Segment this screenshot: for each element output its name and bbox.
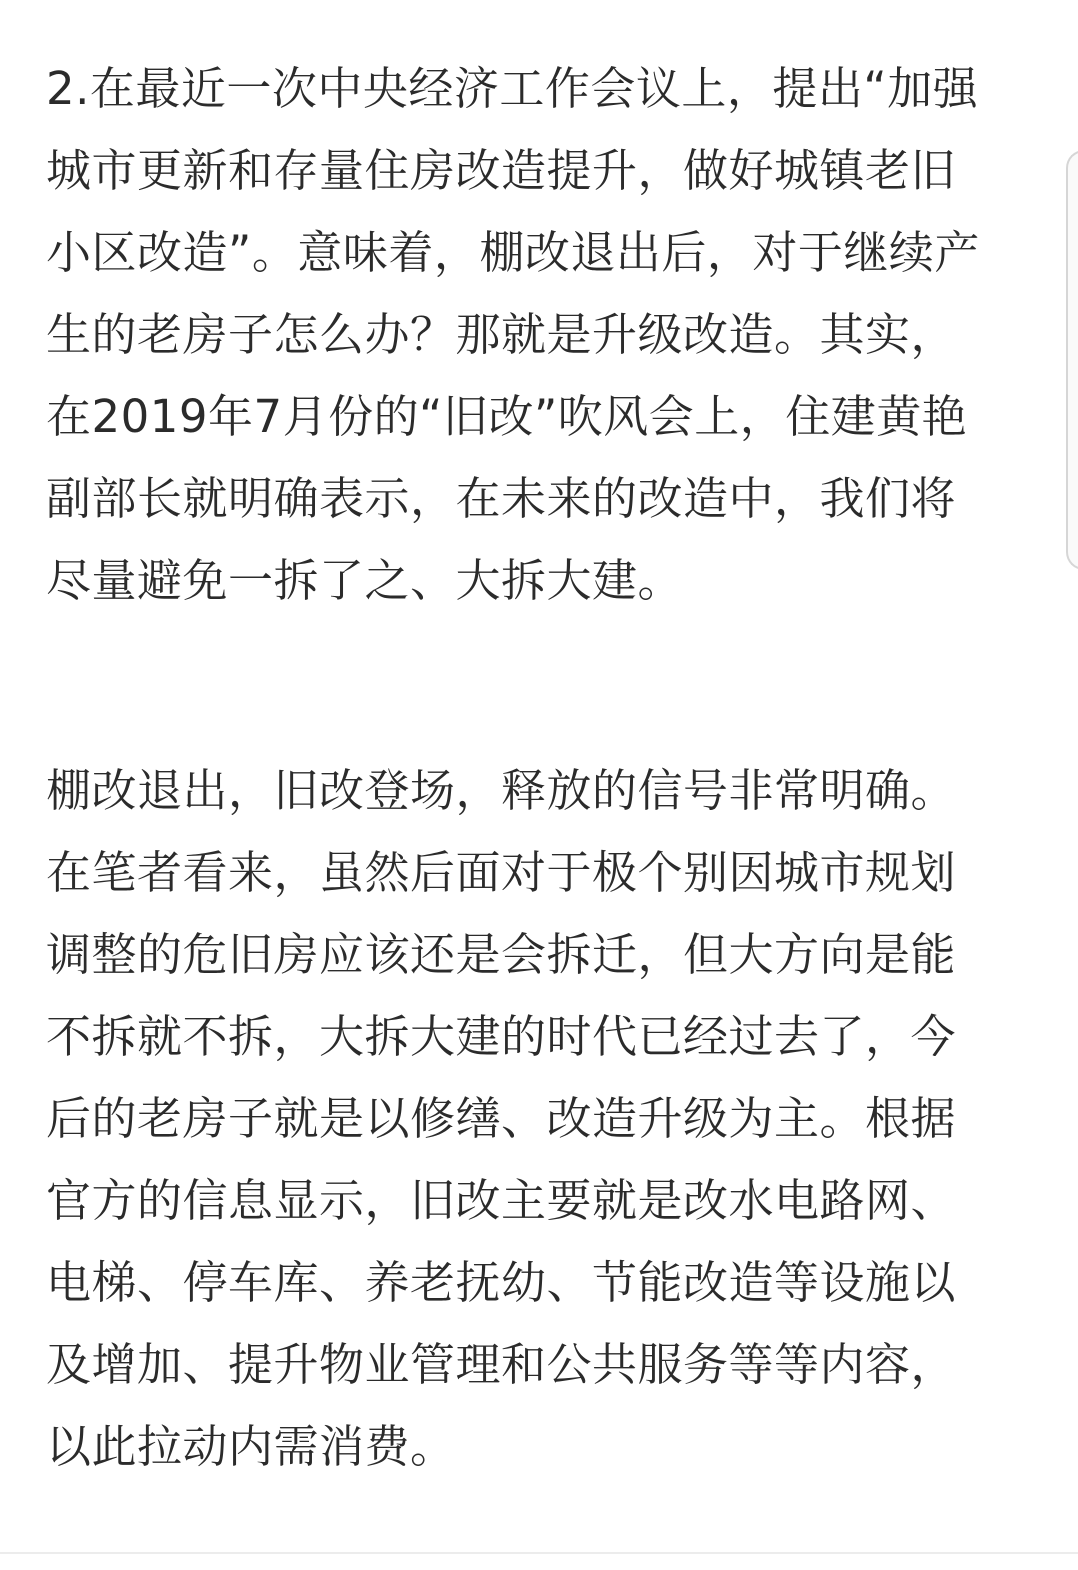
text-line: 不拆就不拆，大拆大建的时代已经过去了，今 — [46, 1010, 957, 1063]
article-body — [46, 48, 1038, 1488]
text-line: 尽量避免一拆了之、大拆大建。 — [46, 554, 684, 607]
text-line: 生的老房子怎么办？那就是升级改造。其实， — [46, 308, 957, 361]
text-line: 及增加、提升物业管理和公共服务等等内容， — [46, 1338, 957, 1391]
text-line: 棚改退出，旧改登场，释放的信号非常明确。 — [46, 764, 957, 817]
text-line: 在2019年7月份的“旧改”吹风会上，住建黄艳 — [46, 390, 968, 443]
text-line: 小区改造”。意味着，棚改退出后，对于继续产 — [46, 226, 980, 279]
text-line: 城市更新和存量住房改造提升，做好城镇老旧 — [46, 144, 957, 197]
text-line: 后的老房子就是以修缮、改造升级为主。根据 — [46, 1092, 957, 1145]
paragraph-2 — [46, 750, 1038, 1488]
paragraph-spacer — [46, 622, 1038, 750]
text-line: 以此拉动内需消费。 — [46, 1420, 456, 1473]
text-line: 2.在最近一次中央经济工作会议上，提出“加强 — [46, 62, 979, 115]
text-line: 在笔者看来，虽然后面对于极个别因城市规划 — [46, 846, 957, 899]
text-line: 电梯、停车库、养老抚幼、节能改造等设施以 — [46, 1256, 957, 1309]
scroll-handle[interactable] — [1066, 150, 1078, 570]
text-line: 调整的危旧房应该还是会拆迁，但大方向是能 — [46, 928, 957, 981]
bottom-divider — [0, 1552, 1078, 1554]
paragraph-1 — [46, 48, 1038, 622]
text-line: 官方的信息显示，旧改主要就是改水电路网、 — [46, 1174, 957, 1227]
text-line: 副部长就明确表示，在未来的改造中，我们将 — [46, 472, 957, 525]
